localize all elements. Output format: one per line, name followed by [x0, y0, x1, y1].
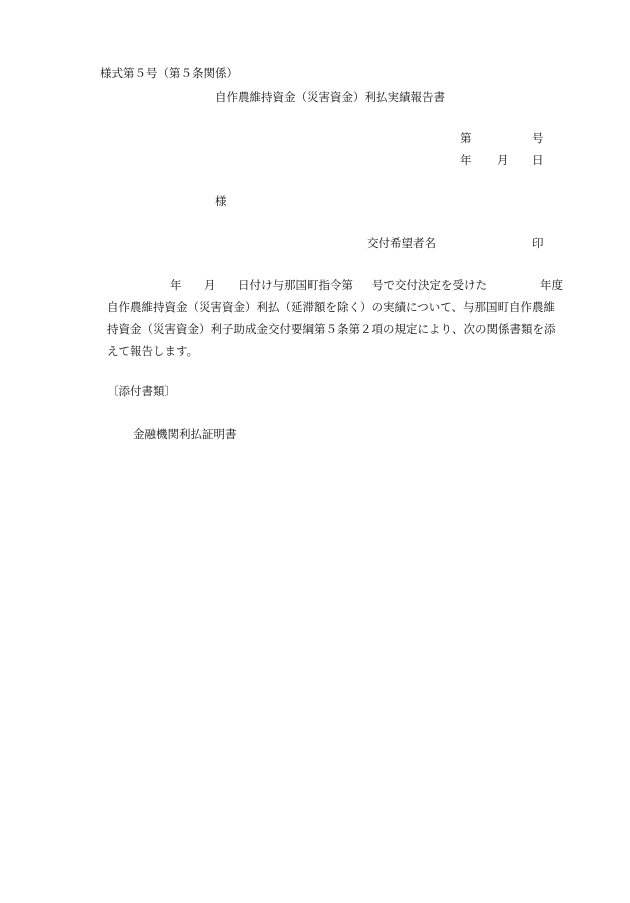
applicant-name-label: 交付希望者名: [367, 236, 436, 250]
body-fiscal-year-label: 年度: [540, 278, 563, 292]
addressee-honorific: 様: [215, 194, 227, 208]
body-line: 自作農維持資金（災害資金）利払（延滞額を除く）の実績について、与那国町自作農維: [107, 300, 556, 314]
date-day-label: 日: [532, 153, 544, 167]
date-year-label: 年: [460, 153, 472, 167]
body-line: 持資金（災害資金）利子助成金交付要綱第５条第２項の規定により、次の関係書類を添: [107, 322, 556, 336]
body-line: えて報告します。: [107, 344, 199, 358]
reference-number-prefix: 第: [460, 131, 472, 145]
body-year-label: 年: [170, 278, 182, 292]
reference-number-suffix: 号: [532, 131, 544, 145]
body-month-label: 月: [204, 278, 216, 292]
seal-mark: 印: [532, 236, 544, 250]
attachments-heading: 〔添付書類〕: [107, 384, 176, 398]
body-directive-text: 日付け与那国町指令第: [238, 278, 353, 292]
document-title: 自作農維持資金（災害資金）利払実績報告書: [215, 90, 445, 104]
body-decision-text: 号で交付決定を受けた: [372, 278, 487, 292]
date-month-label: 月: [497, 153, 509, 167]
attachment-item: 金融機関利払証明書: [133, 427, 237, 441]
form-number: 様式第５号（第５条関係）: [100, 66, 238, 80]
